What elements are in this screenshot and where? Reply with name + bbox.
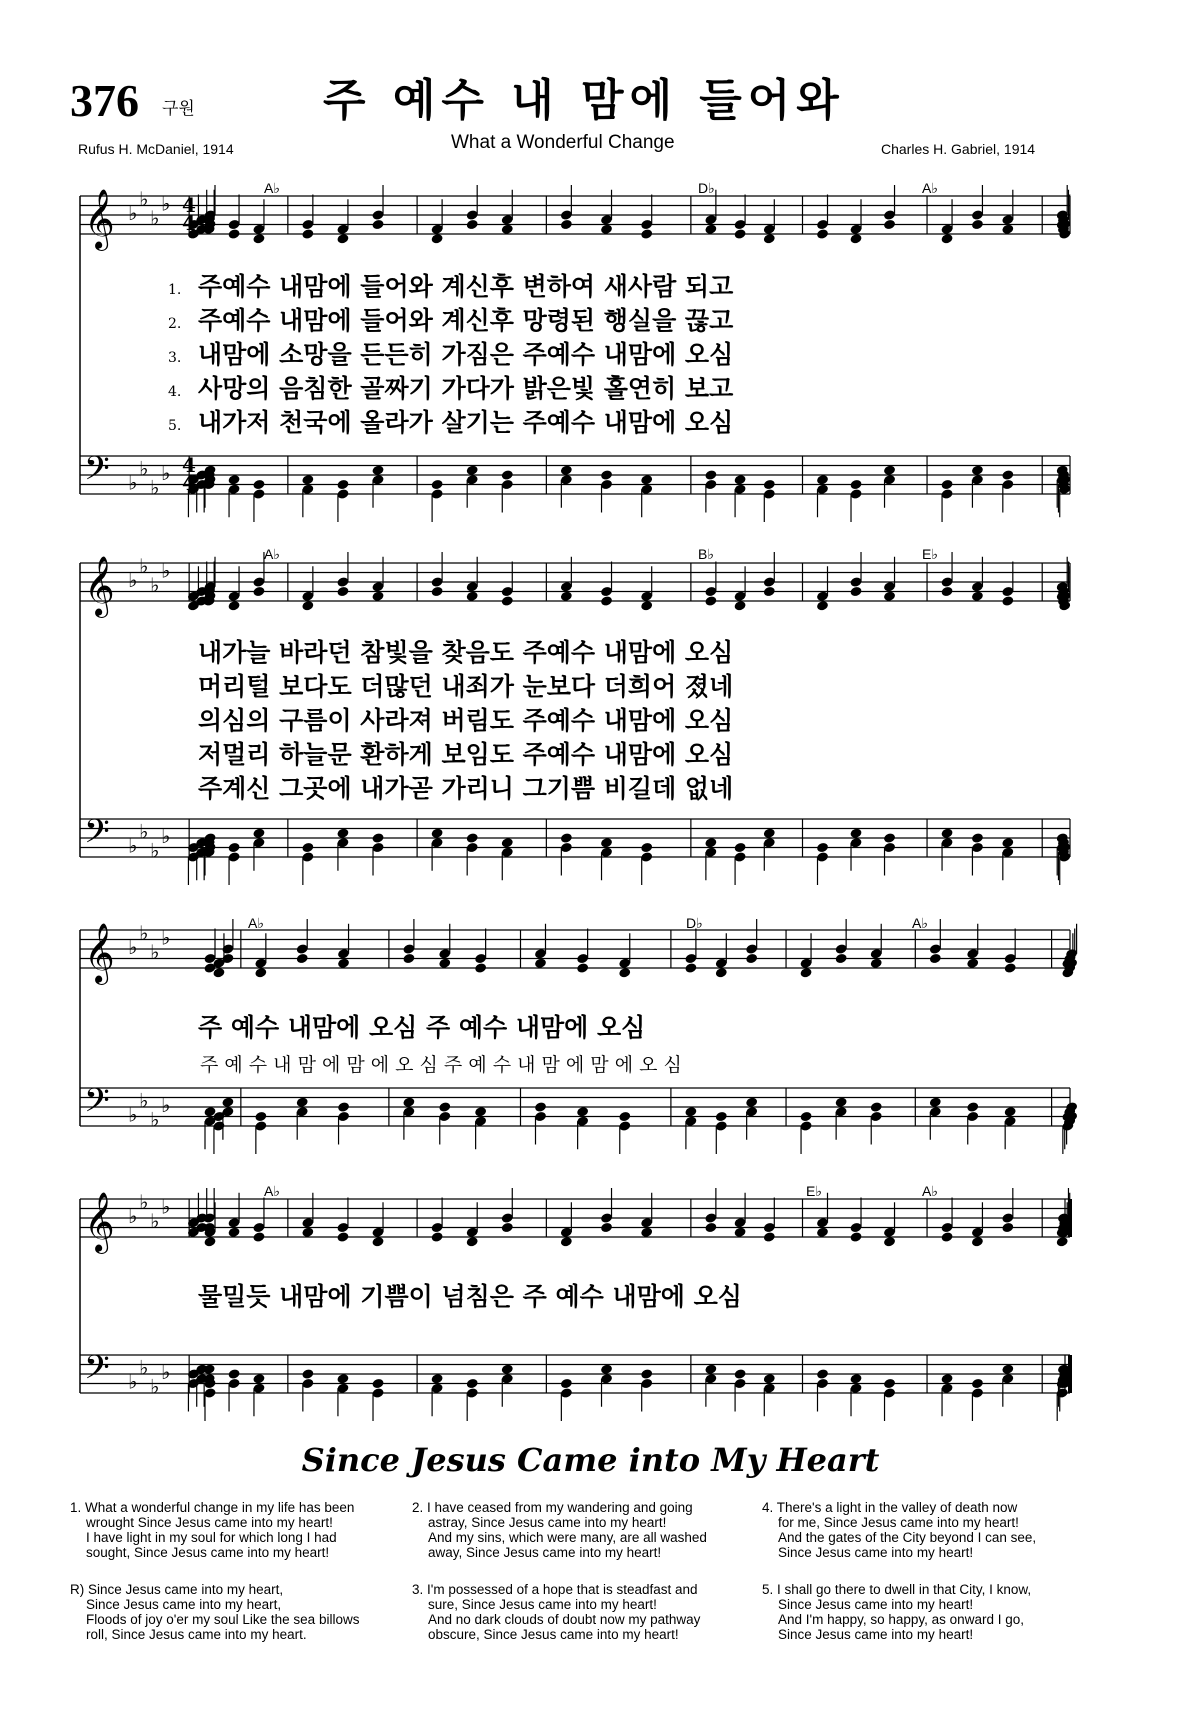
note-head — [704, 595, 717, 607]
note-head — [684, 962, 697, 974]
lyric-line: 주계신 그곳에 내가곧 가리니 그기쁨 비길데 없네 — [198, 774, 734, 803]
note-head — [640, 228, 653, 240]
flat-sign: ♭ — [150, 1374, 160, 1399]
note-head — [799, 1111, 812, 1123]
refrain-lower-voice: 주 예 수 내 맘 에 맘 에 오 심 주 예 수 내 맘 에 맘 에 오 심 — [200, 1054, 682, 1076]
flat-sign: ♭ — [128, 1204, 138, 1228]
note-head — [640, 1368, 653, 1380]
english-stanza: 2. I have ceased from my wandering and going astray, Since Jesus came into my heart! And my sins, which were many, are all washed away, Since Jesus came into my heart! — [412, 1500, 707, 1560]
note-head — [745, 953, 758, 965]
note-head — [971, 832, 984, 844]
note-head — [816, 1368, 829, 1380]
flat-sign: ♭ — [161, 824, 171, 848]
lyric-line: 머리털 보다도 더많던 내죄가 눈보다 더희어 졌네 — [198, 672, 734, 701]
note-head — [883, 1236, 896, 1248]
note-head — [1001, 469, 1014, 481]
note-head — [371, 464, 384, 476]
note-head — [929, 953, 942, 965]
note-head — [466, 832, 479, 844]
note-head — [301, 228, 314, 240]
bass-clef: 𝄢 — [84, 1349, 110, 1395]
note-head — [715, 1111, 728, 1123]
note-head — [849, 827, 862, 839]
note-head — [1056, 1236, 1069, 1248]
note-head — [474, 1106, 487, 1118]
note-head — [254, 967, 267, 979]
chord-symbol: A♭ — [264, 546, 280, 562]
chord-symbol: D♭ — [686, 915, 703, 931]
note-head — [371, 219, 384, 231]
note-head — [763, 1373, 776, 1385]
note-head — [534, 957, 547, 969]
note-head — [336, 827, 349, 839]
note-head — [883, 590, 896, 602]
note-head — [474, 962, 487, 974]
note-head — [1001, 1222, 1014, 1234]
flat-sign: ♭ — [150, 475, 160, 500]
note-head — [684, 1106, 697, 1118]
note-head — [849, 479, 862, 491]
note-head — [640, 1226, 653, 1238]
note-head — [971, 1236, 984, 1248]
note-head — [600, 1222, 613, 1234]
refrain-line: 주 예수 내맘에 오심 주 예수 내맘에 오심 — [198, 1013, 646, 1042]
flat-sign: ♭ — [161, 558, 171, 583]
flat-sign: ♭ — [161, 925, 171, 950]
time-signature: 4 — [182, 453, 196, 477]
flat-sign: ♭ — [139, 819, 149, 844]
note-head — [763, 479, 776, 491]
flat-sign: ♭ — [128, 201, 138, 225]
note-head — [799, 967, 812, 979]
note-head — [296, 953, 309, 965]
lyric-line: 주예수 내맘에 들어와 계신후 망령된 행실을 끊고 — [198, 306, 734, 335]
flat-sign: ♭ — [128, 568, 138, 592]
note-head — [733, 228, 746, 240]
note-head — [763, 233, 776, 245]
note-head — [438, 1101, 451, 1113]
note-head — [1001, 223, 1014, 235]
note-head — [501, 469, 514, 481]
english-stanza: 1. What a wonderful change in my life has been wrought Since Jesus came into my heart! I have light in my soul for which long I had sought, Since Jesus came into my heart! — [70, 1500, 355, 1560]
chord-symbol: E♭ — [806, 1183, 822, 1199]
note-head — [252, 1231, 265, 1243]
note-head — [501, 223, 514, 235]
note-head — [816, 1226, 829, 1238]
verse-number: 5. — [168, 418, 182, 434]
english-stanza: 4. There's a light in the valley of death now for me, Since Jesus came into my heart! And the gates of the City beyond I can see, Since Jesus came into my heart! — [762, 1500, 1037, 1560]
note-head — [227, 228, 240, 240]
note-head — [971, 219, 984, 231]
lyric-line: 주예수 내맘에 들어와 계신후 변하여 새사람 되고 — [198, 272, 734, 301]
note-head — [704, 1222, 717, 1234]
bass-clef: 𝄢 — [84, 450, 110, 496]
lyric-line: 사망의 음침한 골짜기 가다가 밝은빛 홀연히 보고 — [198, 374, 734, 403]
chord-symbol: A♭ — [264, 1183, 280, 1199]
english-title: Since Jesus Came into My Heart — [301, 1441, 880, 1479]
flat-sign: ♭ — [150, 838, 160, 863]
note-head — [849, 1231, 862, 1243]
note-head — [252, 479, 265, 491]
note-head — [438, 957, 451, 969]
note-head — [501, 837, 514, 849]
flat-sign: ♭ — [161, 1360, 171, 1384]
note-head — [430, 233, 443, 245]
note-head — [296, 1096, 309, 1108]
note-head — [560, 1378, 573, 1390]
flat-sign: ♭ — [161, 1194, 171, 1219]
note-head — [430, 479, 443, 491]
note-head — [618, 967, 631, 979]
note-head — [371, 1378, 384, 1390]
chord-symbol: B♭ — [698, 546, 714, 562]
note-head — [600, 837, 613, 849]
note-head — [704, 469, 717, 481]
note-head — [336, 479, 349, 491]
note-head — [254, 1111, 267, 1123]
note-head — [870, 957, 883, 969]
note-head — [371, 832, 384, 844]
lyric-line: 저멀리 하늘문 환하게 보임도 주예수 내맘에 오심 — [198, 740, 734, 769]
note-head — [301, 474, 314, 486]
note-head — [560, 832, 573, 844]
lyric-line: 의심의 구름이 사라져 버림도 주예수 내맘에 오심 — [198, 706, 734, 735]
note-head — [971, 464, 984, 476]
note-head — [402, 953, 415, 965]
note-head — [929, 1096, 942, 1108]
note-head — [252, 586, 265, 598]
note-head — [940, 479, 953, 491]
flat-sign: ♭ — [161, 461, 171, 485]
note-head — [816, 600, 829, 612]
note-head — [534, 1101, 547, 1113]
note-head — [600, 469, 613, 481]
note-head — [227, 474, 240, 486]
note-head — [466, 464, 479, 476]
note-head — [733, 842, 746, 854]
note-head — [203, 1363, 216, 1375]
note-head — [849, 233, 862, 245]
note-head — [883, 219, 896, 231]
title-korean: 주 예수 내 맘에 들어와 — [323, 75, 845, 126]
note-head — [816, 228, 829, 240]
note-head — [560, 464, 573, 476]
flat-sign: ♭ — [150, 939, 160, 964]
note-head — [301, 1226, 314, 1238]
note-head — [252, 827, 265, 839]
flat-sign: ♭ — [139, 553, 149, 578]
note-head — [501, 1363, 514, 1375]
note-head — [835, 1096, 848, 1108]
flat-sign: ♭ — [161, 191, 171, 216]
note-head — [816, 474, 829, 486]
note-head — [501, 595, 514, 607]
treble-clef: 𝄞 — [84, 556, 115, 616]
note-head — [501, 1222, 514, 1234]
note-head — [301, 842, 314, 854]
note-head — [600, 223, 613, 235]
note-head — [221, 1096, 234, 1108]
note-head — [849, 586, 862, 598]
chord-symbol: A♭ — [922, 180, 938, 196]
note-head — [816, 842, 829, 854]
note-head — [704, 837, 717, 849]
english-stanza: 5. I shall go there to dwell in that City, I know, Since Jesus came into my heart! And I'm happy, so happy, as onward I go, Since Jesus came into my heart! — [762, 1582, 1032, 1642]
note-head — [466, 1236, 479, 1248]
chord-symbol: A♭ — [922, 1183, 938, 1199]
flat-sign: ♭ — [139, 186, 149, 211]
note-head — [763, 1231, 776, 1243]
chord-symbol: A♭ — [248, 915, 264, 931]
note-head — [252, 233, 265, 245]
note-head — [430, 1231, 443, 1243]
note-head — [883, 464, 896, 476]
note-head — [466, 1378, 479, 1390]
chord-symbol: A♭ — [264, 180, 280, 196]
note-head — [618, 1111, 631, 1123]
note-head — [940, 233, 953, 245]
flat-sign: ♭ — [139, 920, 149, 945]
note-head — [704, 223, 717, 235]
verse-number: 1. — [168, 282, 182, 298]
note-head — [971, 1378, 984, 1390]
flat-sign: ♭ — [139, 456, 149, 481]
note-head — [1001, 837, 1014, 849]
note-head — [704, 1363, 717, 1375]
flat-sign: ♭ — [139, 1189, 149, 1214]
chord-symbol: A♭ — [912, 915, 928, 931]
note-head — [560, 219, 573, 231]
note-head — [763, 827, 776, 839]
chord-symbol: D♭ — [698, 180, 715, 196]
english-stanza: 3. I'm possessed of a hope that is steadfast and sure, Since Jesus came into my heart! And no dark clouds of doubt now my pathway obscure, Since Jesus came into my heart! — [412, 1582, 701, 1642]
note-head — [733, 474, 746, 486]
note-head — [371, 1236, 384, 1248]
treble-clef: 𝄞 — [84, 1192, 115, 1252]
hymn-number: 376 — [70, 75, 139, 126]
note-head — [337, 957, 350, 969]
note-head — [560, 590, 573, 602]
note-head — [1004, 962, 1017, 974]
flat-sign: ♭ — [161, 1093, 171, 1117]
note-head — [733, 600, 746, 612]
note-head — [763, 586, 776, 598]
flat-sign: ♭ — [128, 935, 138, 959]
lyric-line: 내맘에 소망을 든든히 가짐은 주예수 내맘에 오심 — [198, 340, 734, 369]
note-head — [940, 827, 953, 839]
lyric-line: 내가늘 바라던 참빛을 찾음도 주예수 내맘에 오심 — [198, 638, 734, 667]
bass-clef: 𝄢 — [84, 813, 110, 859]
note-head — [966, 1101, 979, 1113]
note-head — [966, 957, 979, 969]
note-head — [336, 233, 349, 245]
time-signature: 4 — [182, 471, 196, 495]
note-head — [252, 1373, 265, 1385]
note-head — [733, 1226, 746, 1238]
composer: Charles H. Gabriel, 1914 — [881, 141, 1036, 157]
note-head — [745, 1096, 758, 1108]
note-head — [640, 474, 653, 486]
note-head — [1001, 1363, 1014, 1375]
note-head — [430, 1373, 443, 1385]
note-head — [576, 1106, 589, 1118]
note-head — [1001, 595, 1014, 607]
note-head — [560, 1236, 573, 1248]
note-head — [466, 219, 479, 231]
chord-symbol: E♭ — [922, 546, 938, 562]
note-head — [1004, 1106, 1017, 1118]
note-head — [227, 1226, 240, 1238]
note-head — [733, 1368, 746, 1380]
note-head — [600, 1363, 613, 1375]
note-head — [371, 590, 384, 602]
note-head — [883, 1378, 896, 1390]
note-head — [227, 842, 240, 854]
time-signature: 4 — [182, 193, 196, 217]
note-head — [940, 586, 953, 598]
flat-sign: ♭ — [139, 1088, 149, 1113]
treble-clef: 𝄞 — [84, 923, 115, 983]
note-head — [301, 600, 314, 612]
flat-sign: ♭ — [128, 1369, 138, 1394]
time-signature: 4 — [182, 211, 196, 235]
note-head — [715, 967, 728, 979]
note-head — [336, 1231, 349, 1243]
note-head — [640, 842, 653, 854]
note-head — [883, 832, 896, 844]
note-head — [835, 953, 848, 965]
verse-number: 3. — [168, 350, 182, 366]
note-head — [430, 827, 443, 839]
note-head — [640, 600, 653, 612]
note-head — [940, 1231, 953, 1243]
lyric-line: 내가저 천국에 올라가 살기는 주예수 내맘에 오심 — [198, 408, 734, 437]
flat-sign: ♭ — [128, 833, 138, 858]
verse-number: 2. — [168, 316, 182, 332]
flat-sign: ♭ — [150, 1107, 160, 1132]
note-head — [227, 1368, 240, 1380]
title-english: What a Wonderful Change — [451, 132, 675, 153]
flat-sign: ♭ — [128, 470, 138, 495]
note-head — [402, 1096, 415, 1108]
hymn-category: 구원 — [162, 99, 195, 119]
note-head — [336, 1373, 349, 1385]
flat-sign: ♭ — [150, 1208, 160, 1233]
note-head — [849, 1373, 862, 1385]
english-refrain: R) Since Jesus came into my heart, Since Jesus came into my heart, Floods of joy o'er my soul Like the sea billows roll, Since Jesus came into my heart. — [70, 1582, 360, 1642]
note-head — [940, 1373, 953, 1385]
flat-sign: ♭ — [150, 205, 160, 230]
note-head — [576, 962, 589, 974]
note-head — [430, 586, 443, 598]
lyricist: Rufus H. McDaniel, 1914 — [78, 141, 234, 157]
note-head — [227, 600, 240, 612]
note-head — [336, 586, 349, 598]
note-head — [203, 1236, 216, 1248]
bass-clef: 𝄢 — [84, 1082, 110, 1128]
flat-sign: ♭ — [150, 572, 160, 597]
note-head — [337, 1101, 350, 1113]
flat-sign: ♭ — [128, 1102, 138, 1127]
verse-number: 4. — [168, 384, 182, 400]
note-head — [971, 590, 984, 602]
refrain-line: 물밀듯 내맘에 기쁨이 넘침은 주 예수 내맘에 오심 — [198, 1282, 742, 1311]
note-head — [870, 1101, 883, 1113]
note-head — [466, 590, 479, 602]
note-head — [301, 1368, 314, 1380]
flat-sign: ♭ — [139, 1355, 149, 1380]
note-head — [600, 595, 613, 607]
treble-clef: 𝄞 — [84, 189, 115, 249]
